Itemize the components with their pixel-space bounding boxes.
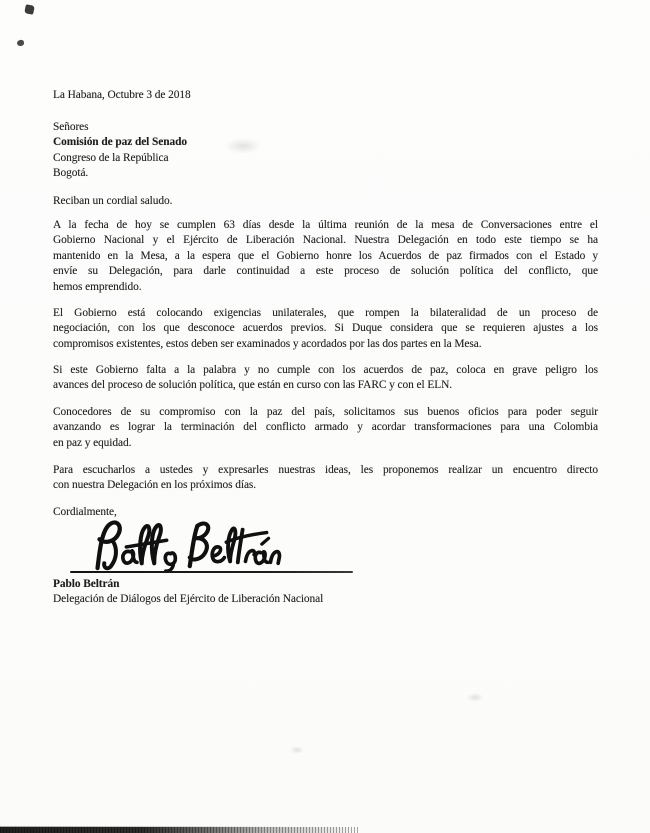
letter-paragraph-1 — [53, 218, 598, 295]
handwritten-signature — [86, 518, 282, 574]
letter-paragraph-5 — [53, 463, 598, 494]
recipient-salutation: Señores — [53, 121, 89, 133]
recipient-institution: Congreso de la República — [53, 151, 169, 164]
paragraph-line: A la fecha de hoy se cumplen 63 días desde la última reunión de la mesa de Conversaciones entre el — [53, 219, 598, 231]
paragraph-line: compromisos existentes, estos deben ser examinados y acordados por las dos partes en la Mesa. — [53, 337, 482, 350]
scan-speck-artifact — [17, 39, 25, 46]
paragraph-line: Gobierno Nacional y el Ejército de Liberación Nacional. Nuestra Delegación en todo este tiempo se ha — [53, 234, 598, 247]
signature-line — [70, 571, 353, 573]
scan-edge-artifact — [0, 827, 358, 833]
paragraph-line: envíe su Delegación, para darle continuidad a este proceso de solución política del conflicto, que — [53, 265, 598, 278]
paragraph-line: con nuestra Delegación en los próximos días. — [53, 479, 257, 492]
recipient-city: Bogotá. — [53, 167, 89, 180]
letter-greeting: Reciban un cordial saludo. — [53, 195, 173, 207]
scan-smudge — [290, 746, 304, 754]
paragraph-line: Si este Gobierno falta a la palabra y no cumple con los acuerdos de paz, coloca en grave peligro los — [53, 364, 598, 376]
paragraph-line: hemos emprendido. — [53, 280, 142, 293]
paragraph-line: avanzando es lograr la terminación del conflicto armado y acordar transformaciones para una Colombia — [53, 421, 598, 434]
scan-smudge — [466, 693, 484, 702]
paragraph-line: avances del proceso de solución política, que están en curso con las FARC y con el ELN. — [53, 379, 452, 392]
letter-closing: Cordialmente, — [53, 506, 117, 518]
recipient-block — [53, 120, 598, 182]
signer-block — [53, 577, 598, 608]
recipient-name: Comisión de paz del Senado — [53, 136, 187, 149]
signer-name: Pablo Beltrán — [53, 578, 120, 590]
signer-title: Delegación de Diálogos del Ejército de Liberación Nacional — [53, 593, 324, 606]
scan-speck-artifact — [24, 4, 35, 15]
paragraph-line: mantenido en la Mesa, a la espera que el Gobierno honre los Acuerdos de paz firmados con el Estado y — [53, 249, 598, 262]
paragraph-line: El Gobierno está colocando exigencias unilaterales, que rompen la bilateralidad de un proceso de — [53, 307, 598, 319]
letter-paragraph-2 — [53, 306, 598, 352]
paragraph-line: Para escucharlos a ustedes y expresarles nuestras ideas, les proponemos realizar un encuentro directo — [53, 464, 598, 476]
letter-paragraph-3 — [53, 363, 598, 394]
letter-date: La Habana, Octubre 3 de 2018 — [53, 89, 191, 101]
paragraph-line: en paz y equidad. — [53, 436, 132, 449]
paragraph-line: Conocedores de su compromiso con la paz del país, solicitamos sus buenos oficios para poder seguir — [53, 406, 598, 418]
paragraph-line: negociación, con los que desconoce acuerdos previos. Si Duque considera que se requieren ajustes a los — [53, 322, 598, 335]
letter-paragraph-4 — [53, 405, 598, 451]
